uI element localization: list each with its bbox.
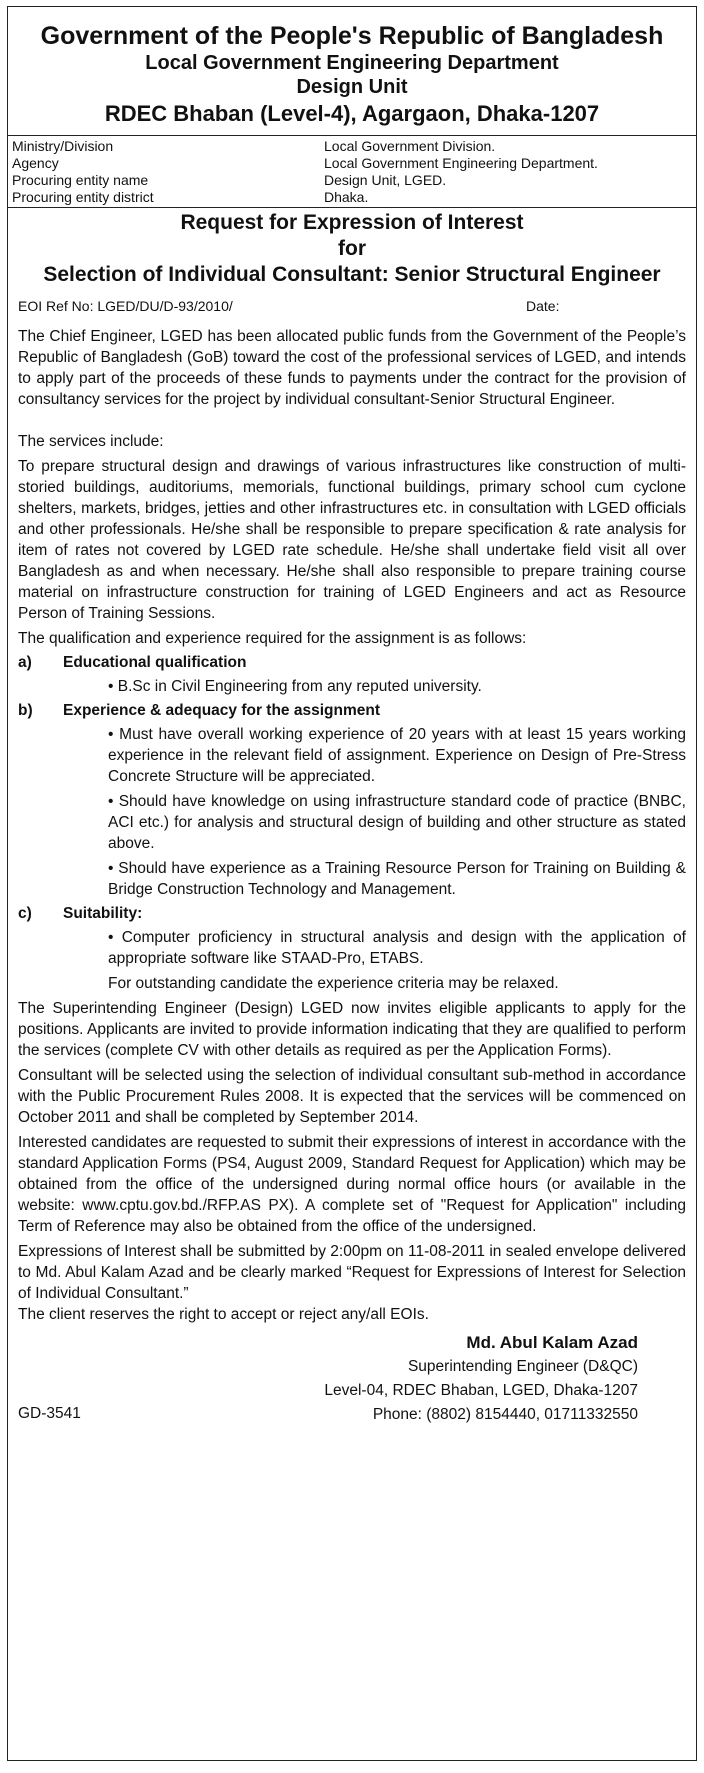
eoi-date: Date:: [526, 298, 560, 314]
header: [8, 7, 696, 127]
invite-paragraph: The Superintending Engineer (Design) LGED now invites eligible applicants to apply for the positions. Applicants are invited to provide information indicating that they are qualified to perform the services (complete CV with other details as required as per the Application Forms).: [18, 1000, 686, 1059]
info-key: Ministry/Division: [12, 138, 114, 154]
section-item: • Must have overall working experience of 20 years with at least 15 years working experience in the relevant field of assignment. Experience on Design of Pre-Stress Concrete Structure will be appreciated.: [108, 726, 686, 785]
section-label: b): [18, 702, 33, 719]
header-address: RDEC Bhaban (Level-4), Agargaon, Dhaka-1207: [104, 101, 600, 126]
signatory-designation: Superintending Engineer (D&QC): [407, 1358, 638, 1375]
section-item: • Should have knowledge on using infrastructure standard code of practice (BNBC, ACI etc.) for analysis and structural design of building and other structure as stated above.: [108, 793, 686, 852]
notice-title: [8, 210, 696, 288]
section-item: • Computer proficiency in structural analysis and design with the application of appropriate software like STAAD-Pro, ETABS.: [108, 929, 686, 967]
signature-block: [8, 1331, 696, 1427]
section-heading: [8, 903, 696, 925]
header-department: Local Government Engineering Department: [145, 52, 559, 74]
info-key: Agency: [12, 155, 59, 171]
section-title: Experience & adequacy for the assignment: [63, 702, 380, 719]
eoi-reference-row: [8, 288, 696, 314]
signature: [8, 1331, 696, 1427]
advertisement-page: [7, 6, 697, 1761]
info-row: [8, 172, 696, 189]
signatory-phone: Phone: (8802) 8154440, 01711332550: [372, 1406, 638, 1423]
info-row: [8, 138, 696, 155]
procurement-info-table: [8, 135, 696, 208]
header-unit: Design Unit: [296, 76, 408, 98]
section-label: c): [18, 905, 32, 922]
signatory-name: Md. Abul Kalam Azad: [466, 1333, 638, 1352]
section-item: • B.Sc in Civil Engineering from any reputed university.: [108, 678, 482, 695]
deadline-paragraph: Expressions of Interest shall be submitted by 2:00pm on 11-08-2011 in sealed envelope delivered to Md. Abul Kalam Azad and be clearly marked “Request for Expressions of Interest for Selection of Individual Consultant.”: [18, 1243, 686, 1302]
reserve-paragraph: The client reserves the right to accept or reject any/all EOIs.: [18, 1306, 429, 1323]
title-line-1: Request for Expression of Interest: [180, 211, 524, 234]
info-value: Local Government Division.: [324, 138, 496, 154]
section-heading: [8, 652, 696, 674]
info-key: Procuring entity district: [12, 189, 154, 205]
section-title: Educational qualification: [63, 654, 247, 671]
info-row: [8, 155, 696, 172]
header-government: Government of the People's Republic of Bangladesh: [40, 22, 664, 50]
section-item: • Should have experience as a Training Resource Person for Training on Building & Bridge Construction Technology and Management.: [108, 860, 686, 898]
section-title: Suitability:: [63, 905, 143, 922]
intro-paragraph: The Chief Engineer, LGED has been allocated public funds from the Government of the People’s Republic of Bangladesh (GoB) toward the cost of the professional services of LGED, and intends to apply part of the proceeds of these funds to payments under the contract for the provision of consultancy services for the project by individual consultant-Senior Structural Engineer.: [18, 328, 686, 408]
gd-code: GD-3541: [18, 1405, 81, 1422]
section-heading: [8, 700, 696, 722]
info-row: [8, 189, 696, 206]
title-line-2: for: [338, 237, 366, 260]
qualification-intro: The qualification and experience required for the assignment is as follows:: [18, 630, 527, 647]
services-heading: The services include:: [18, 433, 164, 450]
info-value: Dhaka.: [324, 189, 369, 205]
submission-paragraph: Interested candidates are requested to submit their expressions of interest in accordance with the standard Application Forms (PS4, August 2009, Standard Request for Application) which may be obtained from the office of the undersigned during normal office hours (or available in the website: www.cptu.gov.bd./RFP.AS PX). A complete set of "Request for Application" including Term of Reference may also be obtained from the office of the undersigned.: [18, 1134, 686, 1235]
info-value: Local Government Engineering Department.: [324, 155, 598, 171]
section-item: For outstanding candidate the experience criteria may be relaxed.: [108, 975, 559, 992]
section-label: a): [18, 654, 32, 671]
signatory-address: Level-04, RDEC Bhaban, LGED, Dhaka-1207: [324, 1382, 638, 1399]
info-value: Design Unit, LGED.: [324, 172, 447, 188]
selection-paragraph: Consultant will be selected using the selection of individual consultant sub-method in accordance with the Public Procurement Rules 2008. It is expected that the services will be commenced on October 2011 and shall be completed by September 2014.: [18, 1067, 686, 1126]
services-paragraph: To prepare structural design and drawings of various infrastructures like construction of multi-storied buildings, auditoriums, memorials, functional buildings, primary school cum cyclone shelters, markets, bridges, jetties and other infrastructures etc. in consultation with LGED officials and other professionals. He/she shall be responsible to prepare specification & rate analysis for item of rates not covered by LGED rate schedule. He/she shall undertake field visit all over Bangladesh as and when necessary. He/she shall also responsible to prepare training course material on infrastructure construction for training of LGED Engineers and act as Resource Person of Training Sessions.: [18, 458, 686, 622]
eoi-ref: EOI Ref No: LGED/DU/D-93/2010/: [18, 298, 233, 314]
info-key: Procuring entity name: [12, 172, 149, 188]
title-line-3: Selection of Individual Consultant: Senior Structural Engineer: [43, 263, 661, 286]
